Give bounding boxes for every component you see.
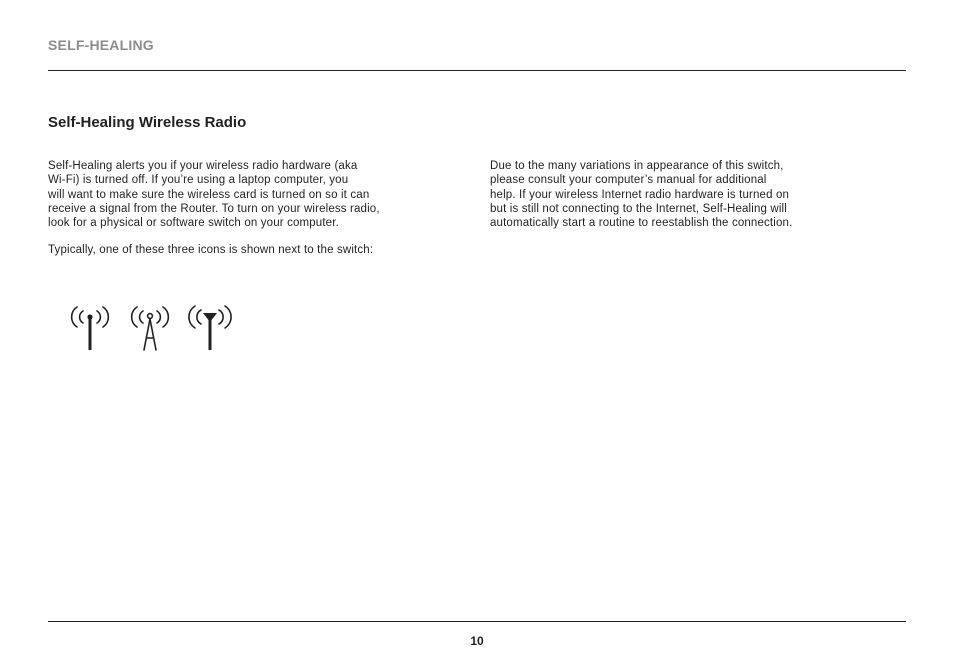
antenna-triangle-icon <box>184 298 234 352</box>
paragraph-line: help. If your wireless Internet radio hardware is turned on <box>490 188 790 201</box>
paragraph-line: will want to make sure the wireless card is turned on so it can <box>48 188 370 201</box>
paragraph-line: Due to the many variations in appearance of this switch, <box>490 160 784 172</box>
footer-divider <box>48 621 906 622</box>
section-title: SELF-HEALING <box>48 37 154 53</box>
antenna-tower-icon <box>124 298 174 352</box>
paragraph-line: Self-Healing alerts you if your wireless radio hardware (aka <box>48 160 358 172</box>
paragraph-line: but is still not connecting to the Internet, Self-Healing will <box>490 202 787 215</box>
paragraph-line: Typically, one of these three icons is shown next to the switch: <box>48 244 374 256</box>
paragraph-line: automatically start a routine to reestablish the connection. <box>490 217 793 230</box>
icons-intro-text <box>48 243 373 257</box>
paragraph-line: receive a signal from the Router. To turn on your wireless radio, <box>48 202 380 215</box>
antenna-simple-icon <box>64 298 114 352</box>
paragraph-line: Wi-Fi) is turned off. If you’re using a laptop computer, you <box>48 174 349 187</box>
left-paragraph <box>48 159 380 230</box>
paragraph-line: please consult your computer’s manual for additional <box>490 174 767 187</box>
paragraph-line: look for a physical or software switch on your computer. <box>48 217 339 230</box>
page-heading: Self-Healing Wireless Radio <box>48 114 247 131</box>
page-number: 10 <box>470 634 484 648</box>
header-divider <box>48 70 906 71</box>
right-paragraph <box>490 159 792 230</box>
